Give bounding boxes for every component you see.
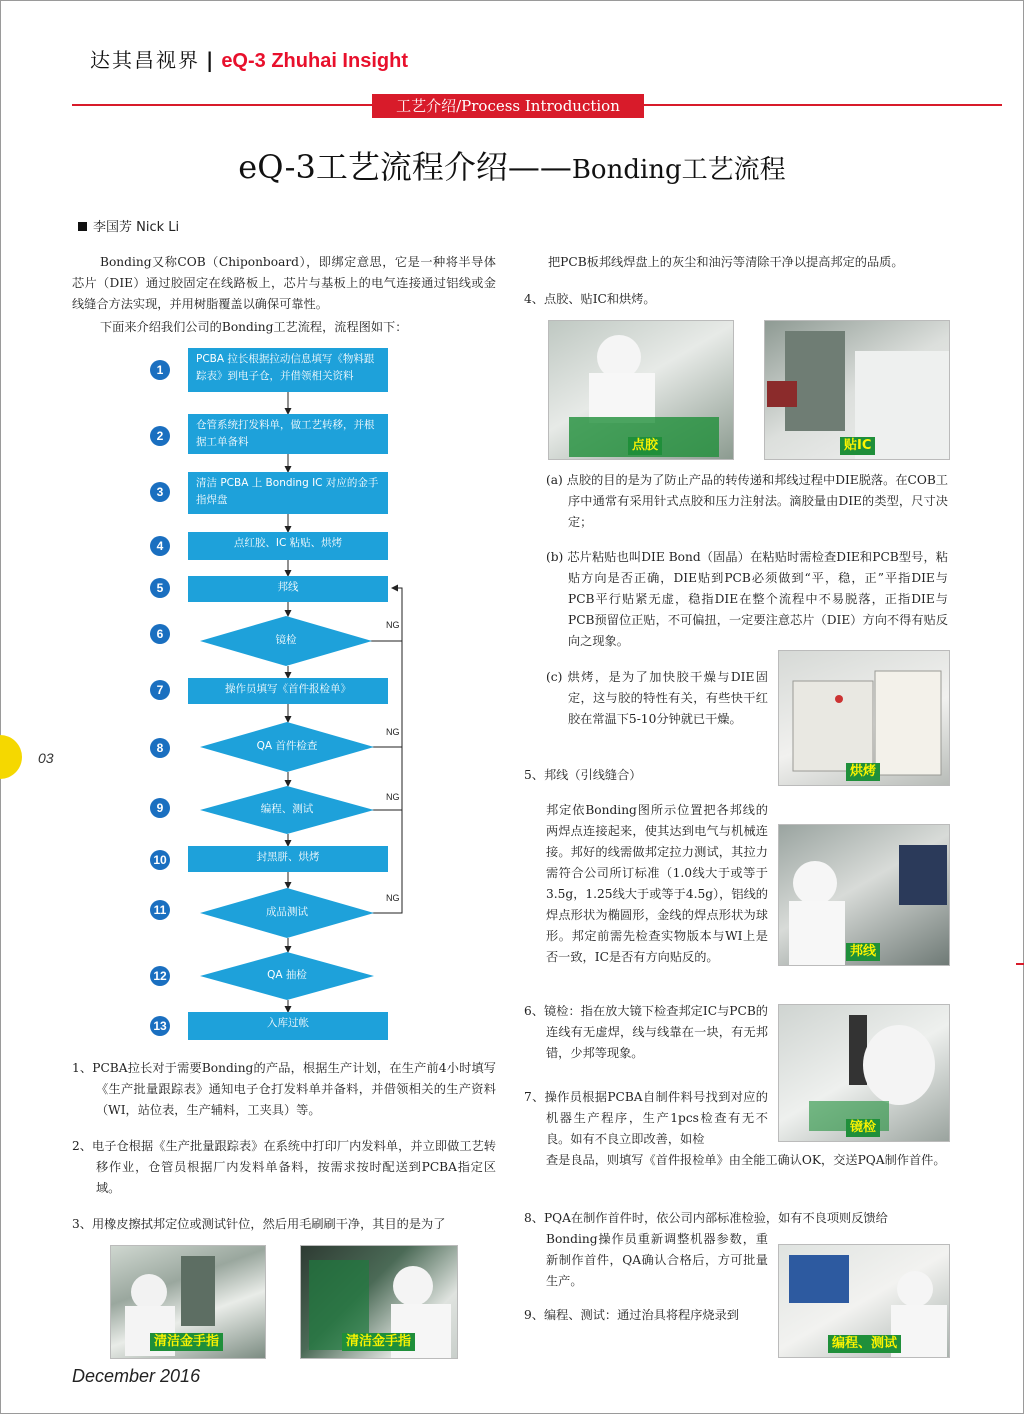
item-4c: (c) 烘烤，是为了加快胶干燥与DIE固定，这与胶的特性有关，有些快干红胶在常温下5-10分钟就已干燥。 <box>546 670 768 726</box>
title-sub: Bonding工艺流程 <box>571 155 786 185</box>
item-8-part-2: Bonding操作员重新调整机器参数，重新制作首件，QA确认合格后，方可批量生产。 <box>546 1232 768 1288</box>
step-number: 1 <box>150 360 170 380</box>
step-number: 8 <box>150 738 170 758</box>
step-number: 4 <box>150 536 170 556</box>
masthead-separator: | <box>206 48 216 72</box>
heading-4: 4、点胶、贴IC和烘烤。 <box>524 292 656 306</box>
title-main: eQ-3工艺流程介绍—— <box>238 148 572 186</box>
caption-wire-bonding: 邦线 <box>846 943 880 961</box>
left-item-3: 3、用橡皮擦拭邦定位或测试针位，然后用毛刷刷干净，其目的是为了 <box>72 1217 446 1231</box>
flow-step-11: 成品测试 <box>266 906 308 918</box>
item-4a: (a) 点胶的目的是为了防止产品的转传递和邦线过程中DIE脱落。在COB工序中通常有采用针式点胶和压力注射法。滴胶量由DIE的类型，尺寸决定； <box>546 473 948 529</box>
flow-step-9: 编程、测试 <box>260 803 314 815</box>
ng-label: NG <box>386 893 400 903</box>
item-9: 9、编程、测试：通过治具将程序烧录到 <box>524 1308 739 1322</box>
step-number: 13 <box>150 1016 170 1036</box>
caption-ic-placement: 贴IC <box>840 437 875 455</box>
flow-step-6: 镜检 <box>275 634 297 646</box>
left-item-1: 1、PCBA拉长对于需要Bonding的产品，根据生产计划，在生产前4小时填写《生产批量跟踪表》通知电子仓打发料单并备料，并借领相关的生产资料（WI，站位表，生产辅料，工夹具）等。 <box>72 1061 496 1117</box>
intro-paragraph-1: Bonding又称COB（Chiponboard），即绑定意思，它是一种将半导体芯片（DIE）通过胶固定在线路板上，芯片与基板上的电气连接通过铝线或金线缝合方法实现，并用树脂覆盖以确保可靠性。 <box>72 255 496 311</box>
flow-step-10: 封黑胼、烘烤 <box>188 846 388 872</box>
author: 李国芳 Nick Li <box>93 220 180 235</box>
ng-label: NG <box>386 727 400 737</box>
step-number: 12 <box>150 966 170 986</box>
step-number: 10 <box>150 850 170 870</box>
caption-microscope: 镜检 <box>846 1119 880 1137</box>
margin-mark <box>1016 963 1024 965</box>
caption-clean-fingers-1: 清洁金手指 <box>150 1333 223 1351</box>
step-number: 6 <box>150 624 170 644</box>
flow-step-2: 仓管系统打发料单，做工艺转移，并根据工单备料 <box>188 414 388 454</box>
flow-step-7: 操作员填写《首件报检单》 <box>188 678 388 704</box>
item-6: 6、镜检：指在放大镜下检查邦定IC与PCB的连线有无虚焊，线与线靠在一块，有无邦错，少邦等现象。 <box>524 1004 768 1060</box>
flow-step-4: 点红胶、IC 粘贴、烘烤 <box>188 532 388 560</box>
page-number: 03 <box>38 750 54 766</box>
step-number: 11 <box>150 900 170 920</box>
section-tag: 工艺介绍/Process Introduction <box>372 94 644 118</box>
flow-step-5: 邦线 <box>188 576 388 602</box>
item-8-part-1: 8、PQA在制作首件时，依公司内部标准检验，如有不良项则反馈给 <box>524 1211 888 1225</box>
step-number: 7 <box>150 680 170 700</box>
masthead <box>90 44 408 73</box>
ng-label: NG <box>386 792 400 802</box>
item-4b: (b) 芯片粘贴也叫DIE Bond（固晶）在粘贴时需检查DIE和PCB型号，粘贴方向是否正确，DIE贴到PCB必须做到“平，稳，正”平指DIE与PCB平行贴紧无虚，稳指DIE在整个流程中不易脱落，正指DIE与PCB预留位正贴，不可偏扭，一定要注意芯片（DIE）方向不得有贴反向之现象。 <box>546 550 948 648</box>
caption-clean-fingers-2: 清洁金手指 <box>342 1333 415 1351</box>
flow-step-8: QA 首件检查 <box>256 740 318 752</box>
step-number: 9 <box>150 798 170 818</box>
flow-step-1: PCBA 拉长根据拉动信息填写《物料跟踪表》到电子仓，并借领相关资料 <box>188 348 388 392</box>
masthead-cn: 达其昌视界 <box>90 48 200 72</box>
flow-step-3: 清洁 PCBA 上 Bonding IC 对应的金手指焊盘 <box>188 472 388 514</box>
step-number: 3 <box>150 482 170 502</box>
intro-paragraph-2: 下面来介绍我们公司的Bonding工艺流程，流程图如下： <box>100 320 408 334</box>
caption-programming-test: 编程、测试 <box>828 1335 901 1353</box>
item-7-part-2: 查是良品，则填写《首件报检单》由全能工确认OK，交送PQA制作首件。 <box>546 1153 946 1167</box>
left-item-2: 2、电子仓根据《生产批量跟踪表》在系统中打印厂内发料单，并立即做工艺转移作业，仓管员根据厂内发料单备料，按需求按时配送到PCBA指定区域。 <box>72 1139 496 1195</box>
masthead-en: eQ-3 Zhuhai Insight <box>221 50 408 72</box>
author-line <box>78 216 179 235</box>
article-title <box>0 142 1024 188</box>
step-number: 5 <box>150 578 170 598</box>
bullet-square <box>78 222 87 231</box>
step-number: 2 <box>150 426 170 446</box>
caption-dispensing: 点胶 <box>628 437 662 455</box>
item-5-text: 邦定依Bonding图所示位置把各邦线的两焊点连接起来，使其达到电气与机械连接。邦好的线需做邦定拉力测试，其拉力需符合公司所订标准（1.0线大于或等于3.5g，1.25线大于或等于4.5g），铝线的焊点形状为椭圆形，金线的焊点形状为球形。邦定前需先检查实物版本与WI上是否一致，IC是否有方向贴反的。 <box>546 803 768 964</box>
item-7-part-1: 7、操作员根据PCBA自制件料号找到对应的机器生产程序，生产1pcs检查有无不良。如有不良立即改善，如检 <box>524 1090 768 1146</box>
ng-label: NG <box>386 620 400 630</box>
flow-step-12: QA 抽检 <box>267 969 307 981</box>
flow-step-13: 入库过帐 <box>188 1012 388 1040</box>
heading-5: 5、邦线（引线缝合） <box>524 768 642 782</box>
footer-date: December 2016 <box>72 1366 201 1386</box>
caption-baking: 烘烤 <box>846 763 880 781</box>
item-3-continued: 把PCB板邦线焊盘上的灰尘和油污等清除干净以提高邦定的品质。 <box>548 255 904 269</box>
